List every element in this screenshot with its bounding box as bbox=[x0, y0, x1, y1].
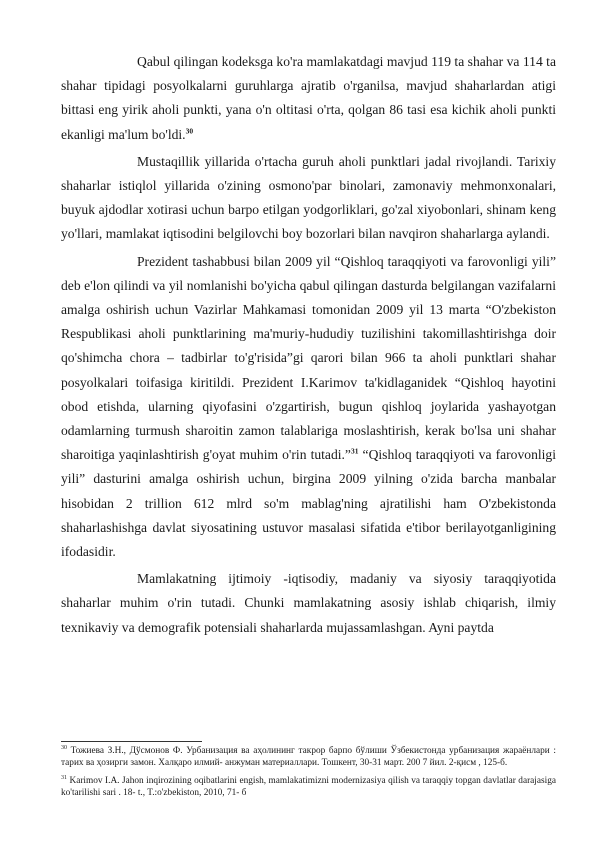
footnote-text: Тожиева З.Н., Дўсмонов Ф. Урбанизация ва аҳолининг такрор барпо бўлиши Ўзбекистонда урбанизация жараёнлари : тарих ва ҳозирги замон. Халқаро илмий- анжуман материаллари. Тошкент, 30-31 март. 200 7 йил. 2-қисм , 125-б. bbox=[61, 746, 556, 768]
paragraph-3-text-b: “Qishloq taraqqiyoti va farovonligi yili” dasturini amalga oshirish uchun, birgina 2009 yilning o'zida barcha manbalar hisobidan 2 trillion 612 mlrd so'm mablag'ning ajratilishi ham O'zbekistonda shaharlashishga davlat siyosatining ustuvor masalasi sifatida e'tibor berilayotganligining ifodasidir. bbox=[61, 447, 556, 560]
footnote-30 bbox=[61, 745, 556, 769]
footnote-ref-30[interactable]: 30 bbox=[185, 126, 194, 136]
footnote-31 bbox=[61, 775, 556, 799]
paragraph-2-text: Mustaqillik yillarida o'rtacha guruh aholi punktlari jadal rivojlandi. Tarixiy shaharlar istiqlol yillarida o'zining osmono'par binolari, zamonaviy mehmonxonalari, buyuk ajdodlar xotirasi uchun barpo etilgan yodgorliklari, go'zal xiyobonlari, shinam keng yo'llari, mamlakat iqtisodini belgilovchi boy bozorlari bilan navqiron shaharlarga aylandi. bbox=[61, 153, 556, 242]
paragraph-3-text-a: Prezident tashabbusi bilan 2009 yil “Qishloq taraqqiyoti va farovonligi yili” deb e'lon qilindi va yil nomlanishi bo'yicha qabul qilingan dasturda belgilangan vazifalarni amalga oshirish uchun Vazirlar Mahkamasi tomonidan 2009 yil 13 marta “O'zbekiston Respublikasi aholi punktlarining ma'muriy-hududiy tuzilishini takomillashtirishga doir qo'shimcha chora – tadbirlar to'g'risida”gi qarori bilan 966 ta aholi punktlari shahar posyolkalari toifasiga kiritildi. Prezident I.Karimov ta'kidlaganidek “Qishloq hayotini obod etishda, ularning qiyofasini o'zgartirish, bugun qishloq joylarida yashayotgan odamlarning turmush sharoitin zamon talablariga moslashtirish, kerak bo'lsa uni shahar sharoitiga yaqinlashtirish g'oyat muhim o'rin tutadi.” bbox=[61, 253, 556, 463]
main-text bbox=[61, 50, 556, 643]
paragraph-1-text: Qabul qilingan kodeksga ko'ra mamlakatdagi mavjud 119 ta shahar va 114 ta shahar tipidagi posyolkalarni guruhlarga ajratib o'rganilsa, mavjud shaharlardan atigi bittasi eng yirik aholi punkti, yana o'n oltitasi o'rta, qolgan 86 tasi esa kichik aholi punkti ekanligi ma'lum bo'ldi. bbox=[61, 54, 556, 142]
paragraph-1 bbox=[61, 50, 556, 147]
footnote-number: 30 bbox=[61, 744, 67, 751]
paragraph-4-text: Mamlakatning ijtimoiy -iqtisodiy, madaniy va siyosiy taraqqiyotida shaharlar muhim o'rin tutadi. Chunki mamlakatning asosiy ishlab chiqarish, ilmiy texnikaviy va demografik potensiali shaharlarda mujassamlashgan. Ayni paytda bbox=[61, 571, 556, 635]
footnote-number: 31 bbox=[61, 774, 67, 781]
footnote-text: Karimov I.A. Jahon inqirozining oqibatlarini engish, mamlakatimizni modernizasiya qilish va taraqqiy topgan davlatlar darajasiga ko'tarilishi sari . 18- t., T.:o'zbekiston, 2010, 71- б bbox=[61, 776, 556, 798]
footnote-ref-31[interactable]: 31 bbox=[350, 446, 359, 456]
paragraph-3 bbox=[61, 250, 556, 565]
footnote-divider bbox=[61, 741, 202, 742]
paragraph-4 bbox=[61, 567, 556, 640]
paragraph-2 bbox=[61, 150, 556, 247]
footnotes bbox=[61, 745, 556, 805]
